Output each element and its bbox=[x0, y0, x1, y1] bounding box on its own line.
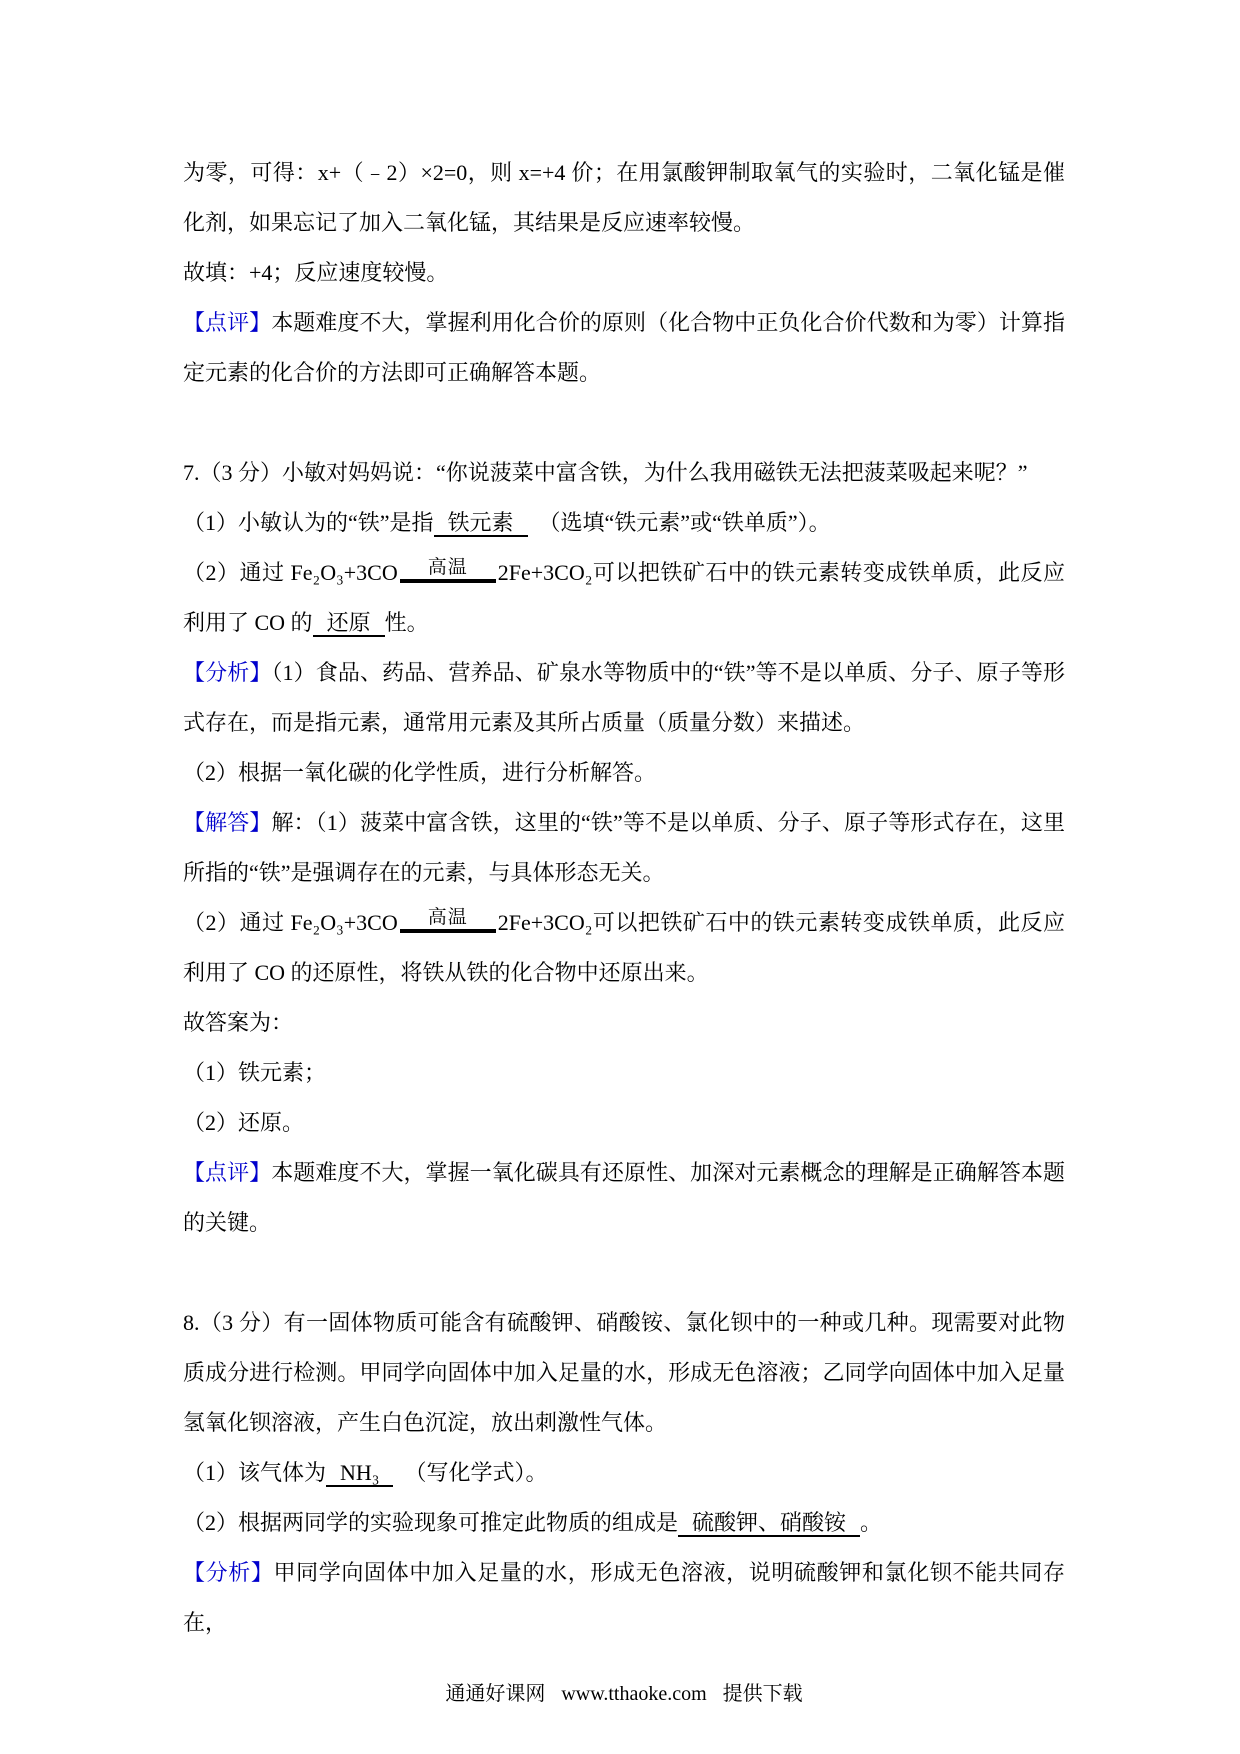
reaction-condition-block bbox=[400, 907, 496, 933]
q7-part2-prefix: （2）通过 bbox=[183, 560, 291, 585]
comment-tag: 【点评】 bbox=[183, 1160, 272, 1185]
comment-tag: 【点评】 bbox=[183, 310, 272, 335]
q6-comment-text: 本题难度不大，掌握利用化合价的原则（化合物中正负化合价代数和为零）计算指定元素的化合价的方法即可正确解答本题。 bbox=[183, 310, 1065, 385]
q7-part2-mid: 可以把铁矿石中的铁元素转变成铁单质，此反应利用了 CO 的 bbox=[183, 560, 1065, 635]
q7-analysis-1-text: （1）食品、药品、营养品、矿泉水等物质中的“铁”等不是以单质、分子、原子等形式存在，而是指元素，通常用元素及其所占质量（质量分数）来描述。 bbox=[183, 660, 1065, 735]
equation-double-line bbox=[400, 929, 496, 933]
equation-lhs: Fe₂O₃+3CO bbox=[290, 560, 398, 585]
q7-conclusion-lead-text: 故答案为： bbox=[183, 1010, 294, 1035]
q8-stem-text: 8.（3 分）有一固体物质可能含有硫酸钾、硝酸铵、氯化钡中的一种或几种。现需要对此物质成分进行检测。甲同学向固体中加入足量的水，形成无色溶液；乙同学向固体中加入足量氢氧化钡溶液，产生白色沉淀，放出刺激性气体。 bbox=[183, 1310, 1065, 1435]
footer-site-name: 通通好课网 bbox=[445, 1683, 546, 1705]
q8-stem bbox=[183, 1298, 1065, 1448]
q7-conclusion-lead bbox=[183, 998, 1065, 1048]
q7-conclusion-1 bbox=[183, 1048, 1065, 1098]
page-footer bbox=[183, 1680, 1065, 1708]
q8-part1 bbox=[183, 1448, 1065, 1498]
q7-conclusion-1-text: （1）铁元素； bbox=[183, 1060, 327, 1085]
q7-conclusion-2 bbox=[183, 1098, 1065, 1148]
analysis-tag: 【分析】 bbox=[183, 1560, 274, 1585]
equation-rhs: 2Fe+3CO₂ bbox=[497, 560, 593, 585]
equation-rhs: 2Fe+3CO₂ bbox=[497, 910, 593, 935]
q7-part2 bbox=[183, 548, 1065, 648]
condition-label: 高温 bbox=[427, 556, 468, 578]
q6-body-text: 为零，可得：x+（﹣2）×2=0，则 x=+4 价；在用氯酸钾制取氧气的实验时，二氧化锰是催化剂，如果忘记了加入二氧化锰，其结果是反应速率较慢。 bbox=[183, 160, 1065, 235]
q7-analysis-2 bbox=[183, 748, 1065, 798]
q7-solution-2 bbox=[183, 898, 1065, 998]
q7-solution-2-prefix: （2）通过 bbox=[183, 910, 291, 935]
q8-analysis bbox=[183, 1548, 1065, 1648]
footer-url: www.tthaoke.com bbox=[561, 1683, 707, 1705]
q7-conclusion-2-text: （2）还原。 bbox=[183, 1110, 305, 1135]
q7-part1-suffix: （选填“铁元素”或“铁单质”）。 bbox=[527, 510, 831, 535]
q7-solution-1-text: 解：（1）菠菜中富含铁，这里的“铁”等不是以单质、分子、原子等形式存在，这里所指的“铁”是强调存在的元素，与具体形态无关。 bbox=[183, 810, 1065, 885]
answer-blank: 硫酸钾、硝酸铵 bbox=[678, 1510, 860, 1537]
q8-part1-prefix: （1）该气体为 bbox=[183, 1460, 327, 1485]
q6-fill-text: 故填：+4；反应速度较慢。 bbox=[183, 260, 449, 285]
equation-lhs: Fe₂O₃+3CO bbox=[290, 910, 398, 935]
q8-analysis-text: 甲同学向固体中加入足量的水，形成无色溶液，说明硫酸钾和氯化钡不能共同存在， bbox=[183, 1560, 1065, 1635]
solution-tag: 【解答】 bbox=[183, 810, 272, 835]
answer-blank: 还原 bbox=[313, 610, 385, 637]
q7-solution-1 bbox=[183, 798, 1065, 898]
q8-part2-prefix: （2）根据两同学的实验现象可推定此物质的组成是 bbox=[183, 1510, 679, 1535]
q7-comment-text: 本题难度不大，掌握一氧化碳具有还原性、加深对元素概念的理解是正确解答本题的关键。 bbox=[183, 1160, 1065, 1235]
reaction-condition-block bbox=[400, 557, 496, 583]
q7-stem-text: 7.（3 分）小敏对妈妈说：“你说菠菜中富含铁，为什么我用磁铁无法把菠菜吸起来呢？” bbox=[183, 460, 1028, 485]
q7-part1-prefix: （1）小敏认为的“铁”是指 bbox=[183, 510, 434, 535]
answer-blank: NH₃ bbox=[326, 1460, 393, 1487]
q7-part1 bbox=[183, 498, 1065, 548]
q8-part1-suffix: （写化学式）。 bbox=[393, 1460, 548, 1485]
q7-analysis-2-text: （2）根据一氧化碳的化学性质，进行分析解答。 bbox=[183, 760, 657, 785]
q7-analysis-1 bbox=[183, 648, 1065, 748]
answer-blank: 铁元素 bbox=[434, 510, 528, 537]
q7-comment-paragraph bbox=[183, 1148, 1065, 1248]
q6-comment-paragraph bbox=[183, 298, 1065, 398]
q7-part2-suffix: 性。 bbox=[384, 610, 429, 635]
q7-solution-2-suffix: 可以把铁矿石中的铁元素转变成铁单质，此反应利用了 CO 的还原性，将铁从铁的化合物中还原出来。 bbox=[183, 910, 1065, 985]
footer-download-text: 提供下载 bbox=[722, 1683, 803, 1705]
q6-fill-answer bbox=[183, 248, 1065, 298]
equation-double-line bbox=[400, 579, 496, 583]
condition-label: 高温 bbox=[427, 906, 468, 928]
q8-part2-suffix: 。 bbox=[860, 1510, 883, 1535]
q6-body-paragraph bbox=[183, 148, 1065, 248]
analysis-tag: 【分析】 bbox=[183, 660, 272, 685]
q7-stem bbox=[183, 448, 1065, 498]
q8-part2 bbox=[183, 1498, 1065, 1548]
